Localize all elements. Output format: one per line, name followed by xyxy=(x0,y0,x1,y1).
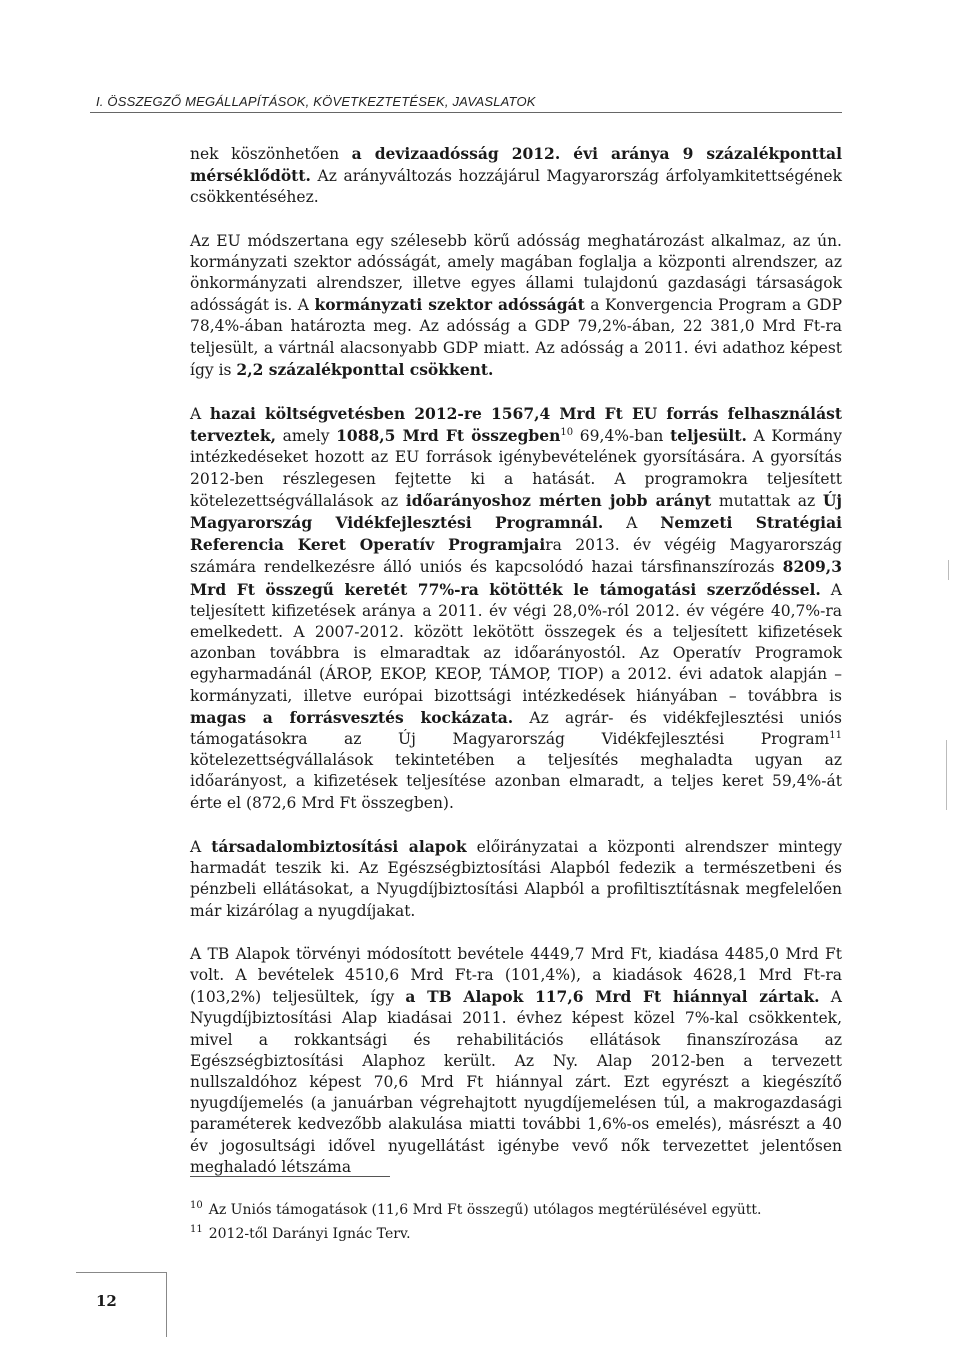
footnote-text: Az Uniós támogatások (11,6 Mrd Ft összegű) utólagos megtérülésével együtt. xyxy=(208,1202,762,1218)
footnote-text: 2012-től Darányi Ignác Terv. xyxy=(208,1226,411,1242)
paragraph-4 xyxy=(190,836,842,922)
paragraph-5 xyxy=(190,944,842,1178)
bold-span: társadalombiztosítási alapok xyxy=(211,836,467,856)
text-span: ra 2013. év végéig Magyarország számára rendelkezésre álló uniós és kapcsolódó hazai társfinanszírozás xyxy=(190,536,843,577)
text-span: A xyxy=(190,837,212,856)
footnotes xyxy=(190,1198,842,1246)
footnote-number: 10 xyxy=(190,1200,203,1212)
footnote-number: 11 xyxy=(190,1224,203,1236)
footnote-11 xyxy=(190,1222,842,1246)
page-number-box xyxy=(76,1272,167,1337)
scan-margin-mark xyxy=(946,740,947,810)
text-span: Az EU módszertana egy szélesebb körű adósság meghatározást alkalmaz, az ún. kormányzati szektor adósságát, amely magában foglalja a központi alrendszer, az önkormányzati alrendszer, illetve egyes állami tulajdonú gazdasági társaságok adósságát is. A xyxy=(190,231,842,315)
header-rule xyxy=(90,112,842,113)
text-span: A TB Alapok törvényi módosított bevétele 4449,7 Mrd Ft, kiadása 4485,0 Mrd Ft volt. A bevételek 4510,6 Mrd Ft-ra (101,4%), a kiadások 4628,1 Mrd Ft-ra (103,2%) teljesültek, így xyxy=(190,944,842,1007)
bold-span: 2,2 százalékponttal csökkent. xyxy=(236,359,494,379)
paragraph-2 xyxy=(190,231,842,381)
body-text xyxy=(190,143,842,1178)
text-span: mutattak az xyxy=(711,491,823,510)
text-span: Az arányváltozás hozzájárul Magyarország árfolyamkitettségének csökkentéséhez. xyxy=(190,167,842,207)
page-number: 12 xyxy=(96,1292,117,1310)
running-header: I. ÖSSZEGZŐ MEGÁLLAPÍTÁSOK, KÖVETKEZTETÉSEK, JAVASLATOK xyxy=(96,94,536,109)
text-span: Az agrár- és vidékfejlesztési uniós támogatásokra az Új Magyarország Vidékfejlesztési Program xyxy=(190,708,842,749)
bold-span: Nemzeti Stratégiai Referencia Keret Operatív Programjai xyxy=(190,513,842,555)
bold-span: magas a forrásvesztés kockázata. xyxy=(190,707,514,727)
text-span: A xyxy=(190,405,210,424)
text-span: előirányzatai a központi alrendszer mintegy harmadát teszik ki. Az Egészségbiztosítási Alapból fedezik a természetbeni és pénzbeli ellátásokat, a Nyugdíjbiztosítási Alapból a profiltisztításnak megfelelően már kizárólag a nyugdíjakat. xyxy=(190,837,842,920)
bold-span: a devizaadósság 2012. évi aránya 9 százalékponttal mérséklődött. xyxy=(190,144,842,186)
text-span: a Konvergencia Program a GDP 78,4%-ában határozta meg. Az adósság a GDP 79,2%-ában, 22 381,0 Mrd Ft-ra teljesült, a vártnál alacsonyabb GDP miatt. Az adósság a 2011. évi adathoz képest így is xyxy=(190,296,842,379)
footnote-10 xyxy=(190,1198,842,1222)
bold-span: teljesült. xyxy=(670,426,747,446)
footnote-ref[interactable]: 11 xyxy=(829,729,842,741)
bold-span: hazai költségvetésben 2012-re 1567,4 Mrd Ft EU forrás felhasználást terveztek, xyxy=(190,404,842,446)
text-span: A xyxy=(603,514,661,533)
bold-span: 1088,5 Mrd Ft összegben xyxy=(336,426,561,446)
paragraph-3 xyxy=(190,403,842,814)
bold-span: a TB Alapok 117,6 Mrd Ft hiánnyal zártak. xyxy=(405,987,820,1007)
text-span: nek köszönhetően xyxy=(190,145,352,163)
text-span: amely xyxy=(276,427,337,446)
bold-span: Új Magyarország Vidékfejlesztési Programnál. xyxy=(190,490,842,533)
scan-margin-mark xyxy=(948,560,949,580)
text-span: A Nyugdíjbiztosítási Alap kiadásai 2011. évhez képest közel 7%-kal csökkentek, mivel a rokkantsági és rehabilitációs ellátások finanszírozása az Egészségbiztosítási Alaphoz került. Az Ny. Alap 2012-ben a tervezett nullszaldóhoz képest 70,6 Mrd Ft hiánnyal zárt. Ezt egyrészt a kiegészítő nyugdíjemelés (a januárban végrehajtott nyugdíjemelésen túl, a makrogazdasági paraméterek kedvezőbb alakulása miatti további 1,6%-os emelés), másrészt a 40 év jogosultsági idővel nyugellátást igénybe vevő nők tervezettet jelentősen meghaladó létszáma xyxy=(190,988,842,1176)
paragraph-1 xyxy=(190,143,842,209)
bold-span: kormányzati szektor adósságát xyxy=(314,295,585,315)
footnote-ref[interactable]: 10 xyxy=(560,427,574,439)
bold-span: 8209,3 Mrd Ft összegű keretét 77%-ra kötötték le támogatási szerződéssel. xyxy=(190,557,842,599)
text-span: A teljesített kifizetések aránya a 2011. év végi 28,0%-ról 2012. év végére 40,7%-ra emelkedett. A 2007-2012. között lekötött összegek és a teljesített kifizetések azonban továbbra is elmaradtak az időarányostól. Az Operatív Programok egyharmadánál (ÁROP, EKOP, KEOP, TÁMOP, TIOP) a 2012. évi adatok alapján – kormányzati, illetve európai bizottsági intézkedések hiányában – továbbra is xyxy=(190,580,842,705)
footnote-rule xyxy=(190,1176,390,1177)
text-span: A Kormány intézkedéseket hozott az EU források igénybevételének gyorsítására. A gyorsítás 2012-ben részlegesen fejtette ki a hatását. A programokra teljesített kötelezettségvállalások az xyxy=(190,427,842,510)
text-span: 69,4%-ban xyxy=(573,427,671,446)
bold-span: időarányoshoz mérten jobb arányt xyxy=(405,490,712,510)
text-span: kötelezettségvállalások tekintetében a teljesítés meghaladta ugyan az időarányost, a kifizetések teljesítése azonban elmaradt, a teljes keret 59,4%-át érte el (872,6 Mrd Ft összegben). xyxy=(190,751,842,812)
